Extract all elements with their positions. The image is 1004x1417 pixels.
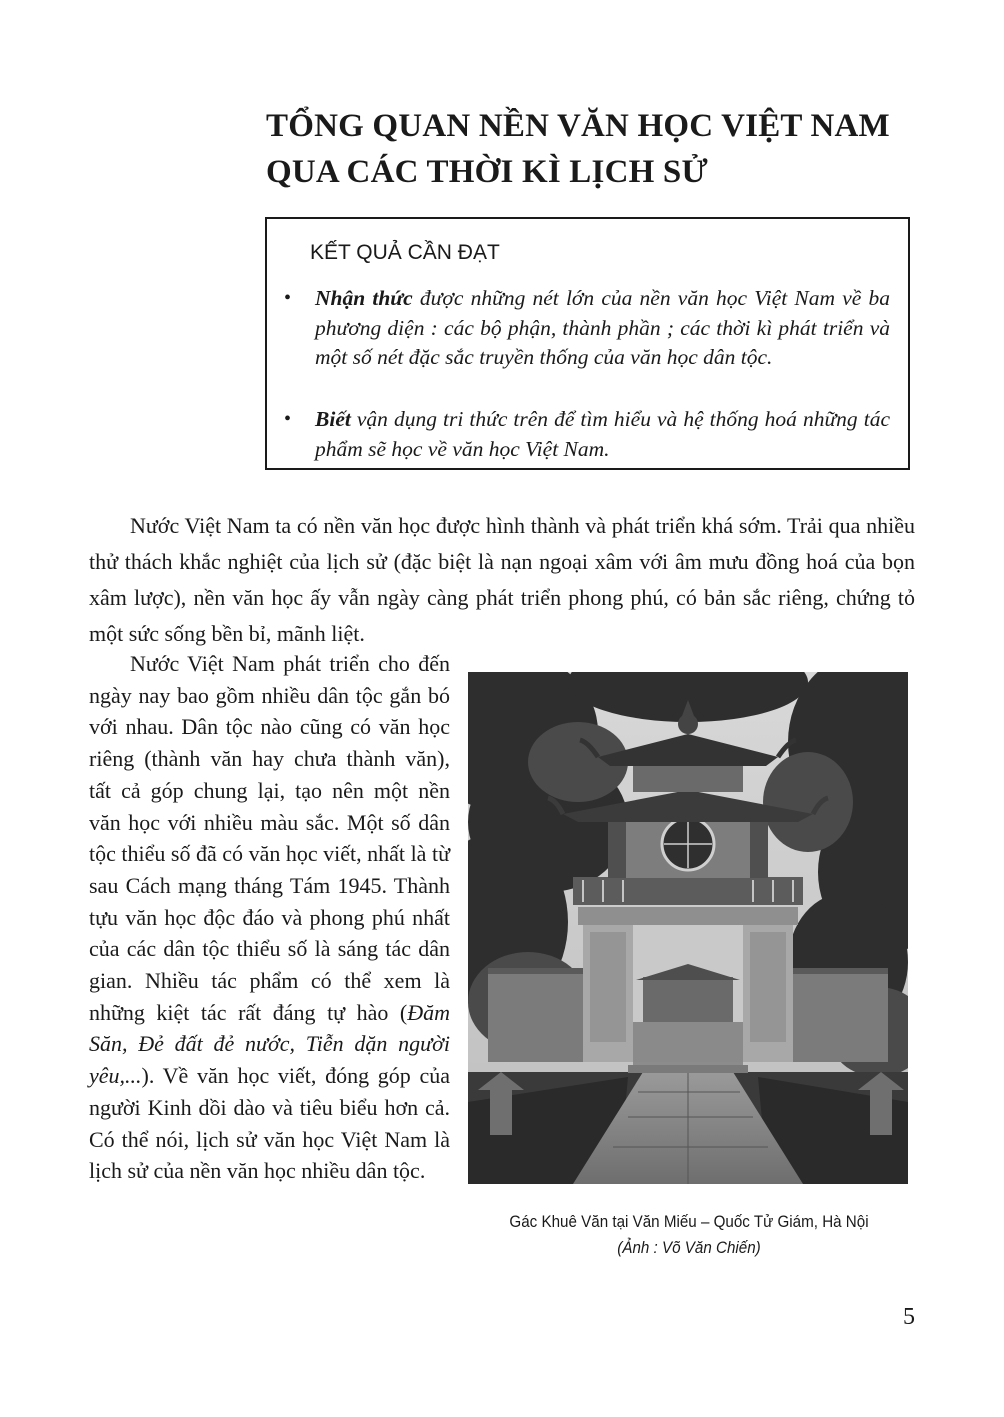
work-titles: Đăm Săn, Đẻ đất đẻ nước, Tiễn dặn người yêu,... [89, 999, 450, 1089]
lesson-title [266, 103, 966, 195]
intro-paragraph [89, 508, 915, 652]
goal-text: được những nét lớn của nền văn học Việt Nam về ba phương diện : các bộ phận, thành phần ; các thời kì phát triển và một số nét đặc sắc truyền thống của văn học dân tộc. [315, 286, 890, 369]
goals-heading: KẾT QUẢ CẦN ĐẠT [310, 241, 500, 264]
title-line-1: TỔNG QUAN NỀN VĂN HỌC VIỆT NAM [266, 108, 890, 144]
bullet-icon: • [284, 408, 292, 430]
photo-caption [488, 1209, 891, 1261]
bullet-icon: • [284, 287, 292, 309]
goal-text: vận dụng tri thức trên để tìm hiểu và hệ thống hoá những tác phẩm sẽ học về văn học Việt Nam. [315, 407, 890, 461]
paragraph-text-start: Nước Việt Nam phát triển cho đến ngày nay bao gồm nhiều dân tộc gắn bó với nhau. Dân tộc nào cũng có văn học riêng (thành văn hay chưa thành văn), tất cả góp chung lại, tạo nên một nền văn học với nhiều màu sắc. Một số dân tộc thiểu số đã có văn học viết, nhất là từ sau Cách mạng tháng Tám 1945. Thành tựu văn học độc đáo và phong phú nhất của các dân tộc thiểu số là sáng tác dân gian. Nhiều tác phẩm có thể xem là những kiệt tác rất đáng tự hào ( [89, 651, 450, 1025]
goal-keyword: Biết [315, 407, 351, 431]
title-line-2: QUA CÁC THỜI KÌ LỊCH SỬ [266, 154, 708, 190]
goal-keyword: Nhận thức [315, 286, 413, 310]
goal-item [284, 405, 890, 464]
goal-item [284, 284, 890, 373]
khue-van-pavilion-photo [468, 672, 908, 1184]
learning-goals-box [265, 217, 910, 470]
photo-credit: (Ảnh : Võ Văn Chiến) [617, 1239, 761, 1257]
caption-text: Gác Khuê Văn tại Văn Miếu – Quốc Tử Giám, Hà Nội [509, 1213, 869, 1231]
paragraph-text-end: ). Về văn học viết, đóng góp của người Kinh dồi dào và tiêu biểu hơn cả. Có thể nói, lịch sử văn học Việt Nam là lịch sử của nền văn học nhiều dân tộc. [89, 1063, 450, 1184]
intro-text: Nước Việt Nam ta có nền văn học được hình thành và phát triển khá sớm. Trải qua nhiều thử thách khắc nghiệt của lịch sử (đặc biệt là nạn ngoại xâm với âm mưu đồng hoá của bọn xâm lược), nền văn học ấy vẫn ngày càng phát triển phong phú, có bản sắc riêng, chứng tỏ một sức sống bền bỉ, mãnh liệt. [89, 513, 915, 646]
page-number: 5 [903, 1304, 915, 1330]
ethnic-literature-paragraph [89, 648, 450, 1187]
